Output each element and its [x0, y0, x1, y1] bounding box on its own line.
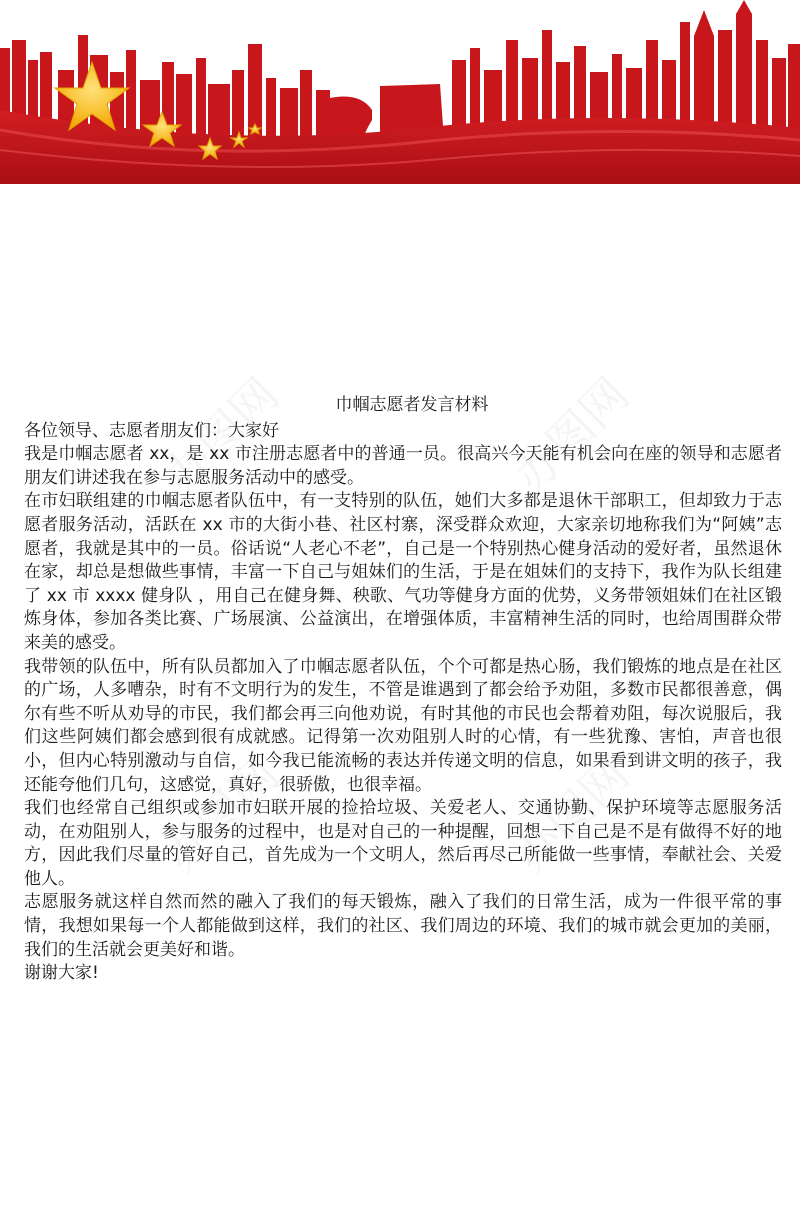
paragraph: 我是巾帼志愿者 xx，是 xx 市注册志愿者中的普通一员。很高兴今天能有机会向在座的领导和志愿者朋友们讲述我在参与志愿服务活动中的感受。 — [24, 444, 782, 488]
closing: 谢谢大家! — [24, 963, 99, 984]
paragraph: 志愿服务就这样自然而然的融入了我们的每天锻炼，融入了我们的日常生活，成为一件很平常的事情，我想如果每一个人都能做到这样，我们的社区、我们周边的环境、我们的城市就会更加的美丽，我们的生活就会更美好和谐。 — [24, 892, 782, 960]
greeting: 各位领导、志愿者朋友们：大家好 — [24, 420, 279, 441]
document-body — [24, 394, 782, 986]
header-banner — [0, 0, 800, 190]
paragraph: 我带领的队伍中，所有队员都加入了巾帼志愿者队伍，个个可都是热心肠，我们锻炼的地点是在社区的广场，人多嘈杂，时有不文明行为的发生，不管是谁遇到了都会给予劝阻，多数市民都很善意，偶尔有些不听从劝导的市民，我们都会再三向他劝说，有时其他的市民也会帮着劝阻，每次说服后，我们这些阿姨们都会感到很有成就感。记得第一次劝阻别人时的心情，有一些犹豫、害怕，声音也很小，但内心特别激动与自信，如今我已能流畅的表达并传递文明的信息，如果看到讲文明的孩子，我还能夸他们几句，这感觉，真好，很骄傲，也很幸福。 — [24, 656, 782, 795]
banner-graphic — [0, 0, 800, 190]
paragraph: 在市妇联组建的巾帼志愿者队伍中，有一支特别的队伍，她们大多都是退休干部职工，但却致力于志愿者服务活动，活跃在 xx 市的大街小巷、社区村寨，深受群众欢迎，大家亲切地称我们为“阿姨”志愿者，我就是其中的一员。俗话说“人老心不老”，自己是一个特别热心健身活动的爱好者，虽然退休在家，却总是想做些事情，丰富一下自己与姐妹们的生活，于是在姐妹们的支持下，我作为队长组建了 xx 市 xxxx 健身队 ，用自己在健身舞、秧歌、气功等健身方面的优势，义务带领姐妹们在社区锻炼身体，参加各类比赛、广场展演、公益演出，在增强体质，丰富精神生活的同时，也给周围群众带来美的感受。 — [24, 491, 782, 653]
paragraph: 我们也经常自己组织或参加市妇联开展的捡拾垃圾、关爱老人、交通协勤、保护环境等志愿服务活动，在劝阻别人，参与服务的过程中，也是对自己的一种提醒，回想一下自己是不是有做得不好的地方，因此我们尽量的管好自己，首先成为一个文明人，然后再尽己所能做一些事情，奉献社会、关爱他人。 — [24, 798, 782, 889]
document-title: 巾帼志愿者发言材料 — [335, 395, 489, 415]
